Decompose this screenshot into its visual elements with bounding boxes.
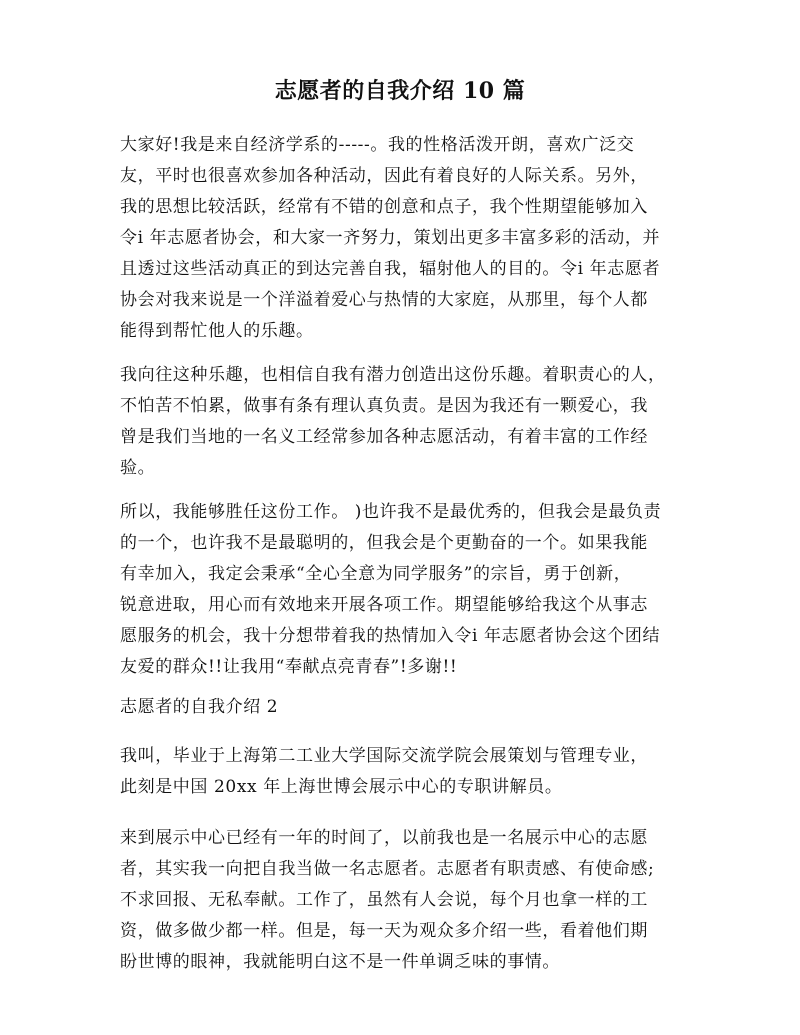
text-line: 能得到帮忙他人的乐趣。 [120,321,314,341]
text-line: 的一个，也许我不是最聪明的，但我会是个更勤奋的一个。如果我能 [120,533,648,553]
paragraph-commitment [120,497,680,683]
text-line: 所以，我能够胜任这份工作。 )也许我不是最优秀的，但我会是最负责 [120,502,662,522]
text-line: 我向往这种乐趣，也相信自我有潜力创造出这份乐趣。着职责心的人， [120,365,666,385]
text-line: 盼世博的眼神，我就能明白这不是一件单调乏味的事情。 [120,952,560,972]
text-line: 协会对我来说是一个洋溢着爱心与热情的大家庭，从那里，每个人都 [120,290,648,310]
text-line: 不求回报、无私奉献。工作了，虽然有人会说，每个月也拿一样的工 [120,890,648,910]
text-line: 令i 年志愿者协会，和大家一齐努力，策划出更多丰富多彩的活动，并 [120,228,661,248]
paragraph-background [120,741,680,803]
text-line: 友，平时也很喜欢参加各种活动，因此有着良好的人际关系。另外， [120,166,648,186]
paragraph-intro [120,130,680,347]
text-line: 验。 [120,458,156,478]
text-line: 大家好!我是来自经济学系的-----。我的性格活泼开朗，喜欢广泛交 [120,135,635,155]
text-line: 愿服务的机会，我十分想带着我的热情加入令i 年志愿者协会这个团结 [120,626,661,646]
text-line: 曾是我们当地的一名义工经常参加各种志愿活动，有着丰富的工作经 [120,427,648,447]
text-line: 锐意进取，用心而有效地来开展各项工作。期望能够给我这个从事志 [120,595,648,615]
text-line: 此刻是中国 20xx 年上海世博会展示中心的专职讲解员。 [120,777,563,797]
paragraph-motivation [120,360,680,484]
text-line: 资，做多做少都一样。但是，每一天为观众多介绍一些，看着他们期 [120,921,648,941]
text-line: 不怕苦不怕累，做事有条有理认真负责。是因为我还有一颗爱心，我 [120,396,648,416]
text-line: 我叫，毕业于上海第二工业大学国际交流学院会展策划与管理专业， [120,746,648,766]
section-heading-text: 志愿者的自我介绍 2 [120,697,279,717]
section-heading [120,692,680,723]
page-title: 志愿者的自我介绍 10 篇 [274,78,526,104]
text-line: 我的思想比较活跃，经常有不错的创意和点子，我个性期望能够加入 [120,197,648,217]
paragraph-experience [120,823,680,978]
text-line: 友爱的群众!!让我用“奉献点亮青春”!多谢!! [120,657,458,677]
text-line: 来到展示中心已经有一年的时间了，以前我也是一名展示中心的志愿 [120,828,648,848]
text-line: 者，其实我一向把自我当做一名志愿者。志愿者有职责感、有使命感; [120,859,655,879]
text-line: 有幸加入，我定会秉承“全心全意为同学服务”的宗旨，勇于创新， [120,564,632,584]
text-line: 且透过这些活动真正的到达完善自我，辐射他人的目的。令i 年志愿者 [120,259,661,279]
